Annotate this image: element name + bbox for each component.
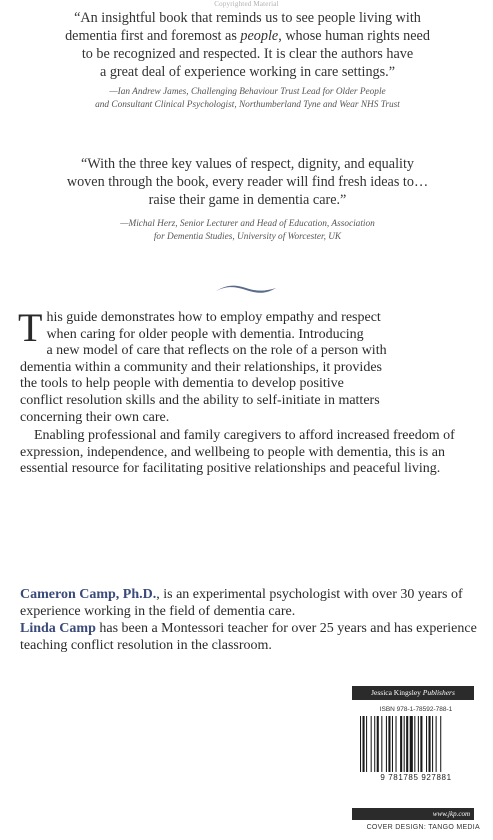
author-1-text: , is an experimental psychologist with over 30 years of experience working in the field of dementia care. bbox=[20, 587, 463, 619]
isbn-text: ISBN 978-1-78592-788-1 bbox=[379, 706, 453, 713]
endorsement-quote-1 bbox=[20, 9, 475, 81]
barcode-number: 9 781785 927881 bbox=[380, 773, 452, 782]
barcode-bar bbox=[404, 716, 405, 772]
wave-ornament-icon bbox=[214, 283, 278, 297]
description-line-7: concerning their own care. bbox=[20, 409, 170, 425]
description-line-5: the tools to help people with dementia to develop positive bbox=[20, 376, 344, 392]
quote-1-attrib-line-2: and Consultant Clinical Psychologist, Northumberland Tyne and Wear NHS Trust bbox=[95, 100, 400, 110]
barcode-bar bbox=[420, 716, 422, 772]
author-2-text: has been a Montessori teacher for over 25 years and has experience teaching conflict resolution in the classroom. bbox=[20, 621, 477, 653]
quote-1-line-2a: dementia first and foremost as bbox=[65, 28, 241, 44]
barcode-bar bbox=[440, 716, 441, 772]
author-1-name: Cameron Camp, Ph.D. bbox=[20, 587, 157, 602]
quote-1-line-4: a great deal of experience working in care settings.” bbox=[99, 64, 396, 80]
book-description bbox=[18, 305, 478, 478]
barcode-bar bbox=[400, 716, 402, 772]
description-line-4: dementia within a community and their relationships, it provides bbox=[20, 359, 382, 375]
quote-1-line-2 bbox=[20, 27, 475, 45]
publisher-label bbox=[352, 686, 474, 700]
quote-2-line-2: woven through the book, every reader will find fresh ideas to… bbox=[66, 174, 429, 190]
barcode-bar bbox=[410, 716, 413, 772]
quote-1-line-3: to be recognized and respected. It is clear the authors have bbox=[81, 46, 414, 62]
quote-2-attrib-line-1: —Michal Herz, Senior Lecturer and Head of Education, Association bbox=[120, 219, 375, 229]
barcode-bar bbox=[432, 716, 433, 772]
description-line-1: his guide demonstrates how to employ empathy and respect bbox=[46, 310, 381, 325]
barcode-bar bbox=[406, 716, 408, 772]
description-paragraph-2: Enabling professional and family caregivers to afford increased freedom of expression, independence, and wellbeing to people with dementia, this is an essential resource for facilitating positive relationships and peaceful living. bbox=[20, 428, 455, 477]
barcode-bar bbox=[426, 716, 427, 772]
barcode-bar bbox=[363, 716, 365, 772]
quote-2-line-1: “With the three key values of respect, dignity, and equality bbox=[81, 156, 414, 172]
barcode-bar bbox=[392, 716, 393, 772]
quote-2-attrib-line-2: for Dementia Studies, University of Worcester, UK bbox=[153, 232, 342, 242]
barcode-icon bbox=[358, 716, 474, 772]
barcode-bar bbox=[374, 716, 375, 772]
barcode-bar bbox=[429, 716, 431, 772]
copyright-watermark: Copyrighted Material bbox=[214, 0, 279, 8]
quote-1-line-1: “An insightful book that reminds us to see people living with bbox=[74, 10, 421, 26]
quote-1-line-2b: , whose human rights need bbox=[278, 28, 430, 44]
quote-2-attribution bbox=[20, 218, 475, 244]
publisher-name: Jessica Kingsley bbox=[371, 688, 423, 697]
barcode-bar bbox=[388, 716, 390, 772]
description-line-6: conflict resolution skills and the ability to self-initiate in matters bbox=[20, 392, 380, 408]
publisher-url: www.jkp.com bbox=[352, 808, 474, 820]
description-line-2: when caring for older people with dementia. Introducing bbox=[46, 326, 364, 342]
author-bios bbox=[20, 586, 480, 654]
quote-1-attribution bbox=[20, 86, 475, 112]
author-2-bio bbox=[20, 620, 480, 654]
quote-2-line-3: raise their game in dementia care.” bbox=[148, 192, 347, 208]
quote-1-emphasis: people bbox=[240, 28, 279, 44]
barcode-bar bbox=[386, 716, 387, 772]
publisher-suffix: Publishers bbox=[422, 688, 455, 697]
barcode-bar bbox=[377, 716, 379, 772]
barcode-bar bbox=[418, 716, 419, 772]
barcode-bar bbox=[366, 716, 367, 772]
barcode-bar bbox=[436, 716, 437, 772]
endorsement-quote-2 bbox=[20, 155, 475, 209]
quote-1-attrib-line-1: —Ian Andrew James, Challenging Behaviour Trust Lead for Older People bbox=[109, 87, 386, 97]
drop-cap: T bbox=[18, 305, 43, 350]
author-1-bio bbox=[20, 586, 480, 620]
barcode-bar bbox=[414, 716, 415, 772]
barcode-bar bbox=[371, 716, 372, 772]
barcode-bar bbox=[360, 716, 361, 772]
description-line-3: a new model of care that reflects on the role of a person with bbox=[46, 343, 387, 359]
cover-design-credit: COVER DESIGN: TANGO MEDIA bbox=[366, 824, 480, 831]
barcode-bar bbox=[396, 716, 397, 772]
barcode-bar bbox=[381, 716, 382, 772]
author-2-name: Linda Camp bbox=[20, 621, 96, 636]
